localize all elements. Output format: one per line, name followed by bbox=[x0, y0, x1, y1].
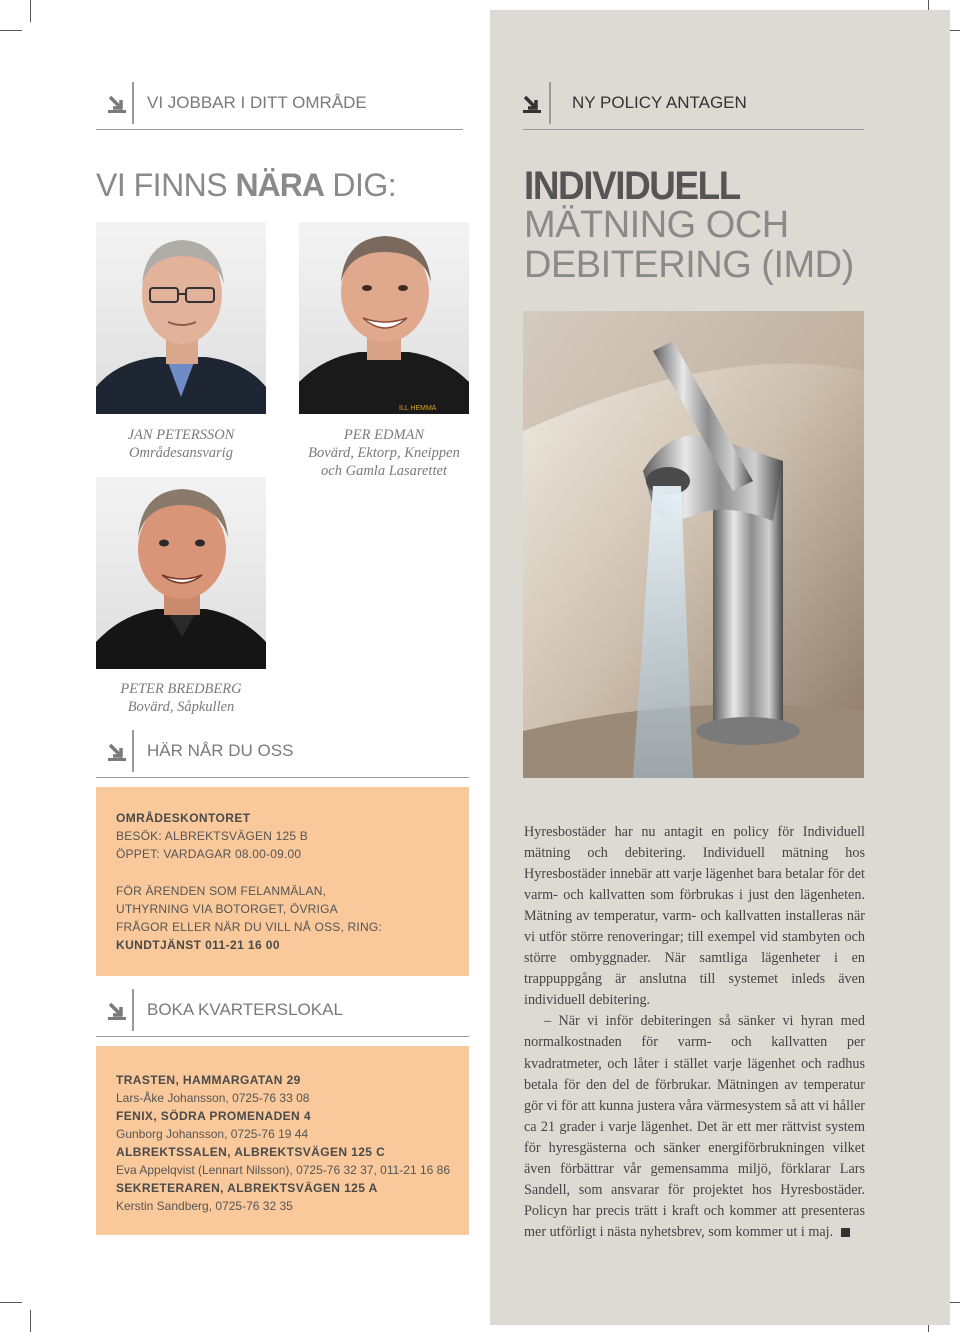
portrait-image bbox=[96, 222, 266, 414]
section-label: BOKA KVARTERSLOKAL bbox=[147, 1000, 343, 1019]
crop-mark bbox=[30, 0, 31, 22]
person-name: JAN PETERSSON bbox=[127, 427, 235, 443]
portrait-photo-jan bbox=[96, 222, 266, 414]
opening-hours: ÖPPET: VARDAGAR 08.00-09.00 bbox=[116, 847, 302, 861]
visit-address: BESÖK: ALBREKTSVÄGEN 125 B bbox=[116, 829, 308, 843]
end-square-icon bbox=[841, 1228, 850, 1237]
info-text-line: FRÅGOR ELLER NÄR DU VILL NÅ OSS, RING: bbox=[116, 920, 382, 934]
venue-contact: Kerstin Sandberg, 0725-76 32 35 bbox=[116, 1199, 293, 1213]
arrow-down-right-icon bbox=[108, 1002, 126, 1020]
section-divider bbox=[132, 989, 134, 1031]
booking-box bbox=[96, 1046, 469, 1235]
venue-name: ALBREKTSSALEN, ALBREKTSVÄGEN 125 C bbox=[116, 1145, 386, 1159]
person-role: Bovärd, Ektorp, Kneippen bbox=[308, 445, 460, 461]
svg-text:ILL HEMMA: ILL HEMMA bbox=[399, 405, 437, 412]
person-name: PER EDMAN bbox=[343, 427, 425, 443]
person-role: Områdesansvarig bbox=[129, 445, 233, 461]
title-bold: NÄRA bbox=[235, 167, 324, 203]
person-caption bbox=[96, 426, 266, 462]
section-divider bbox=[132, 82, 134, 124]
article-paragraph: Hyresbostäder har nu antagit en policy för Individuell mätning och debitering. Individuell mätning hos Hyresbostäder innebär att varje lägenhet bara betalar för det varm- och kallvatten som förbrukas i just den lägenheten. Mätning av temperatur, varm- och kallvatten installeras när vi utför större renoveringar; till exempel vid stambyten och större ombyggnader. När samtliga lägenheter i en trappuppgång är anslutna till systemet inleds även individuell debitering. bbox=[524, 824, 865, 1009]
article-title-line: DEBITERING (IMD) bbox=[524, 244, 854, 286]
crop-mark bbox=[30, 1310, 31, 1332]
person-caption bbox=[299, 426, 469, 480]
customer-service-phone: KUNDTJÄNST 011-21 16 00 bbox=[116, 938, 280, 952]
venue-contact: Gunborg Johansson, 0725-76 19 44 bbox=[116, 1127, 309, 1141]
venue-name: TRASTEN, HAMMARGATAN 29 bbox=[116, 1073, 301, 1087]
title-pre: VI FINNS bbox=[96, 167, 236, 203]
section-divider bbox=[132, 730, 134, 772]
article-body bbox=[524, 822, 865, 1243]
person-role: Bovärd, Såpkullen bbox=[127, 699, 235, 715]
arrow-down-right-icon bbox=[108, 743, 126, 761]
info-text-line: UTHYRNING VIA BOTORGET, ÖVRIGA bbox=[116, 902, 338, 916]
portrait-photo-per bbox=[299, 222, 469, 414]
article-title-bold: INDIVIDUELL bbox=[524, 164, 740, 208]
venue-name: SEKRETERAREN, ALBREKTSVÄGEN 125 A bbox=[116, 1181, 378, 1195]
portrait-image bbox=[299, 222, 469, 414]
article-paragraph bbox=[524, 1011, 865, 1243]
venue-name: FENIX, SÖDRA PROMENADEN 4 bbox=[116, 1109, 311, 1123]
section-label: NY POLICY ANTAGEN bbox=[572, 93, 747, 112]
section-label: VI JOBBAR I DITT OMRÅDE bbox=[147, 93, 367, 112]
arrow-down-right-icon bbox=[523, 95, 541, 113]
venue-contact: Eva Appelqvist (Lennart Nilsson), 0725-76 32 37, 011-21 16 86 bbox=[116, 1163, 450, 1177]
faucet-photo bbox=[523, 311, 864, 778]
crop-mark bbox=[0, 1302, 22, 1303]
contact-box bbox=[96, 787, 469, 976]
section-header-area bbox=[96, 90, 463, 130]
title-post: DIG: bbox=[323, 167, 397, 203]
person-name: PETER BREDBERG bbox=[120, 681, 242, 697]
article-title-line: MÄTNING OCH bbox=[524, 204, 789, 246]
section-label: HÄR NÅR DU OSS bbox=[147, 741, 294, 760]
section-header-policy bbox=[523, 90, 864, 130]
arrow-down-right-icon bbox=[108, 95, 126, 113]
article-paragraph-text: – När vi inför debiteringen så sänker vi hyran med normalkostnaden för varm- och kallvatten per kvadratmeter, och låter i stället varje lägenhet och radhus betala för den del de förbrukar. Mätningen av temperatur gör vi för att kunna justera våra värmesystem så att vi håller ca 21 grader i varje lägenhet. Det är ett mer rättvist system för hyresgästerna och sänker energiförbrukningen vilket även förbättrar vår gemensamma miljö, förklarar Lars Sandell, som ansvarar för projektet hos Hyresbostäder. Policyn har precis trätt i kraft och kommer att presenteras mer utförligt i nästa nyhetsbrev, som kommer ut i maj. bbox=[524, 1013, 865, 1240]
section-header-booking bbox=[96, 997, 469, 1037]
person-caption bbox=[96, 680, 266, 716]
person-role-2: och Gamla Lasarettet bbox=[321, 463, 447, 479]
page-title bbox=[96, 167, 396, 204]
venue-contact: Lars-Åke Johansson, 0725-76 33 08 bbox=[116, 1091, 310, 1105]
portrait-image bbox=[96, 477, 266, 669]
section-divider bbox=[549, 82, 551, 124]
crop-mark bbox=[0, 30, 22, 31]
portrait-photo-peter bbox=[96, 477, 266, 669]
office-heading: OMRÅDESKONTORET bbox=[116, 811, 251, 825]
section-header-contact bbox=[96, 738, 469, 778]
info-text-line: FÖR ÄRENDEN SOM FELANMÄLAN, bbox=[116, 884, 327, 898]
faucet-image bbox=[523, 311, 864, 778]
